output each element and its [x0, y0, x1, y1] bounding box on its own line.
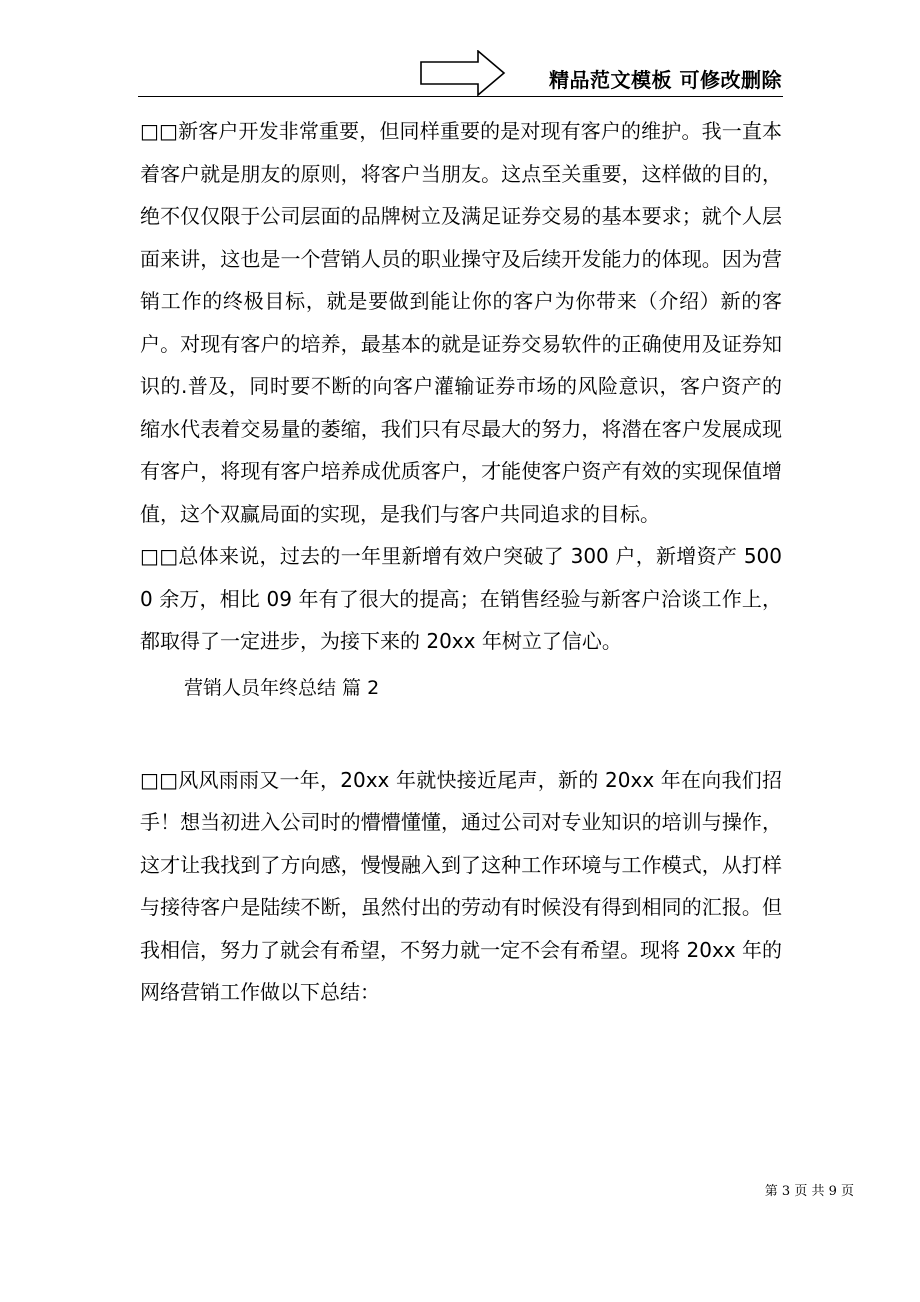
- page-number: 第 3 页 共 9 页: [764, 1184, 854, 1199]
- paragraph-network-marketing: □□风风雨雨又一年，20xx 年就快接近尾声，新的 20xx 年在向我们招手！想当初进入公司时的懵懵懂懂，通过公司对专业知识的培训与操作，这才让我找到了方向感，慢慢融入到了这种工作环境与工作模式，从打样与接待客户是陆续不断，虽然付出的劳动有时候没有得到相同的汇报。但我相信，努力了就会有希望，不努力就一定不会有希望。现将 20xx 年的网络营销工作做以下总结：: [140, 767, 782, 1004]
- paragraph-client-maintenance: □□新客户开发非常重要，但同样重要的是对现有客户的维护。我一直本着客户就是朋友的原则，将客户当朋友。这点至关重要，这样做的目的，绝不仅仅限于公司层面的品牌树立及满足证券交易的基本要求；就个人层面来讲，这也是一个营销人员的职业操守及后续开发能力的体现。因为营销工作的终极目标，就是要做到能让你的客户为你带来（介绍）新的客户。对现有客户的培养，最基本的就是证券交易软件的正确使用及证券知识的.普及，同时要不断的向客户灌输证券市场的风险意识，客户资产的缩水代表着交易量的萎缩，我们只有尽最大的努力，将潜在客户发展成现有客户，将现有客户培养成优质客户，才能使客户资产有效的实现保值增值，这个双赢局面的实现，是我们与客户共同追求的目标。: [140, 119, 782, 526]
- page-header: [0, 0, 920, 100]
- header-divider: [138, 96, 783, 97]
- header-title: 精品范文模板 可修改删除: [549, 68, 782, 92]
- document-body: [140, 110, 782, 1014]
- right-arrow-icon: [420, 50, 506, 96]
- paragraph-annual-summary: □□总体来说，过去的一年里新增有效户突破了 300 户，新增资产 5000 余万，相比 09 年有了很大的提高；在销售经验与新客户洽谈工作上，都取得了一定进步，为接下来的 20xx 年树立了信心。: [140, 544, 782, 653]
- section-title: 营销人员年终总结 篇 2: [184, 676, 380, 699]
